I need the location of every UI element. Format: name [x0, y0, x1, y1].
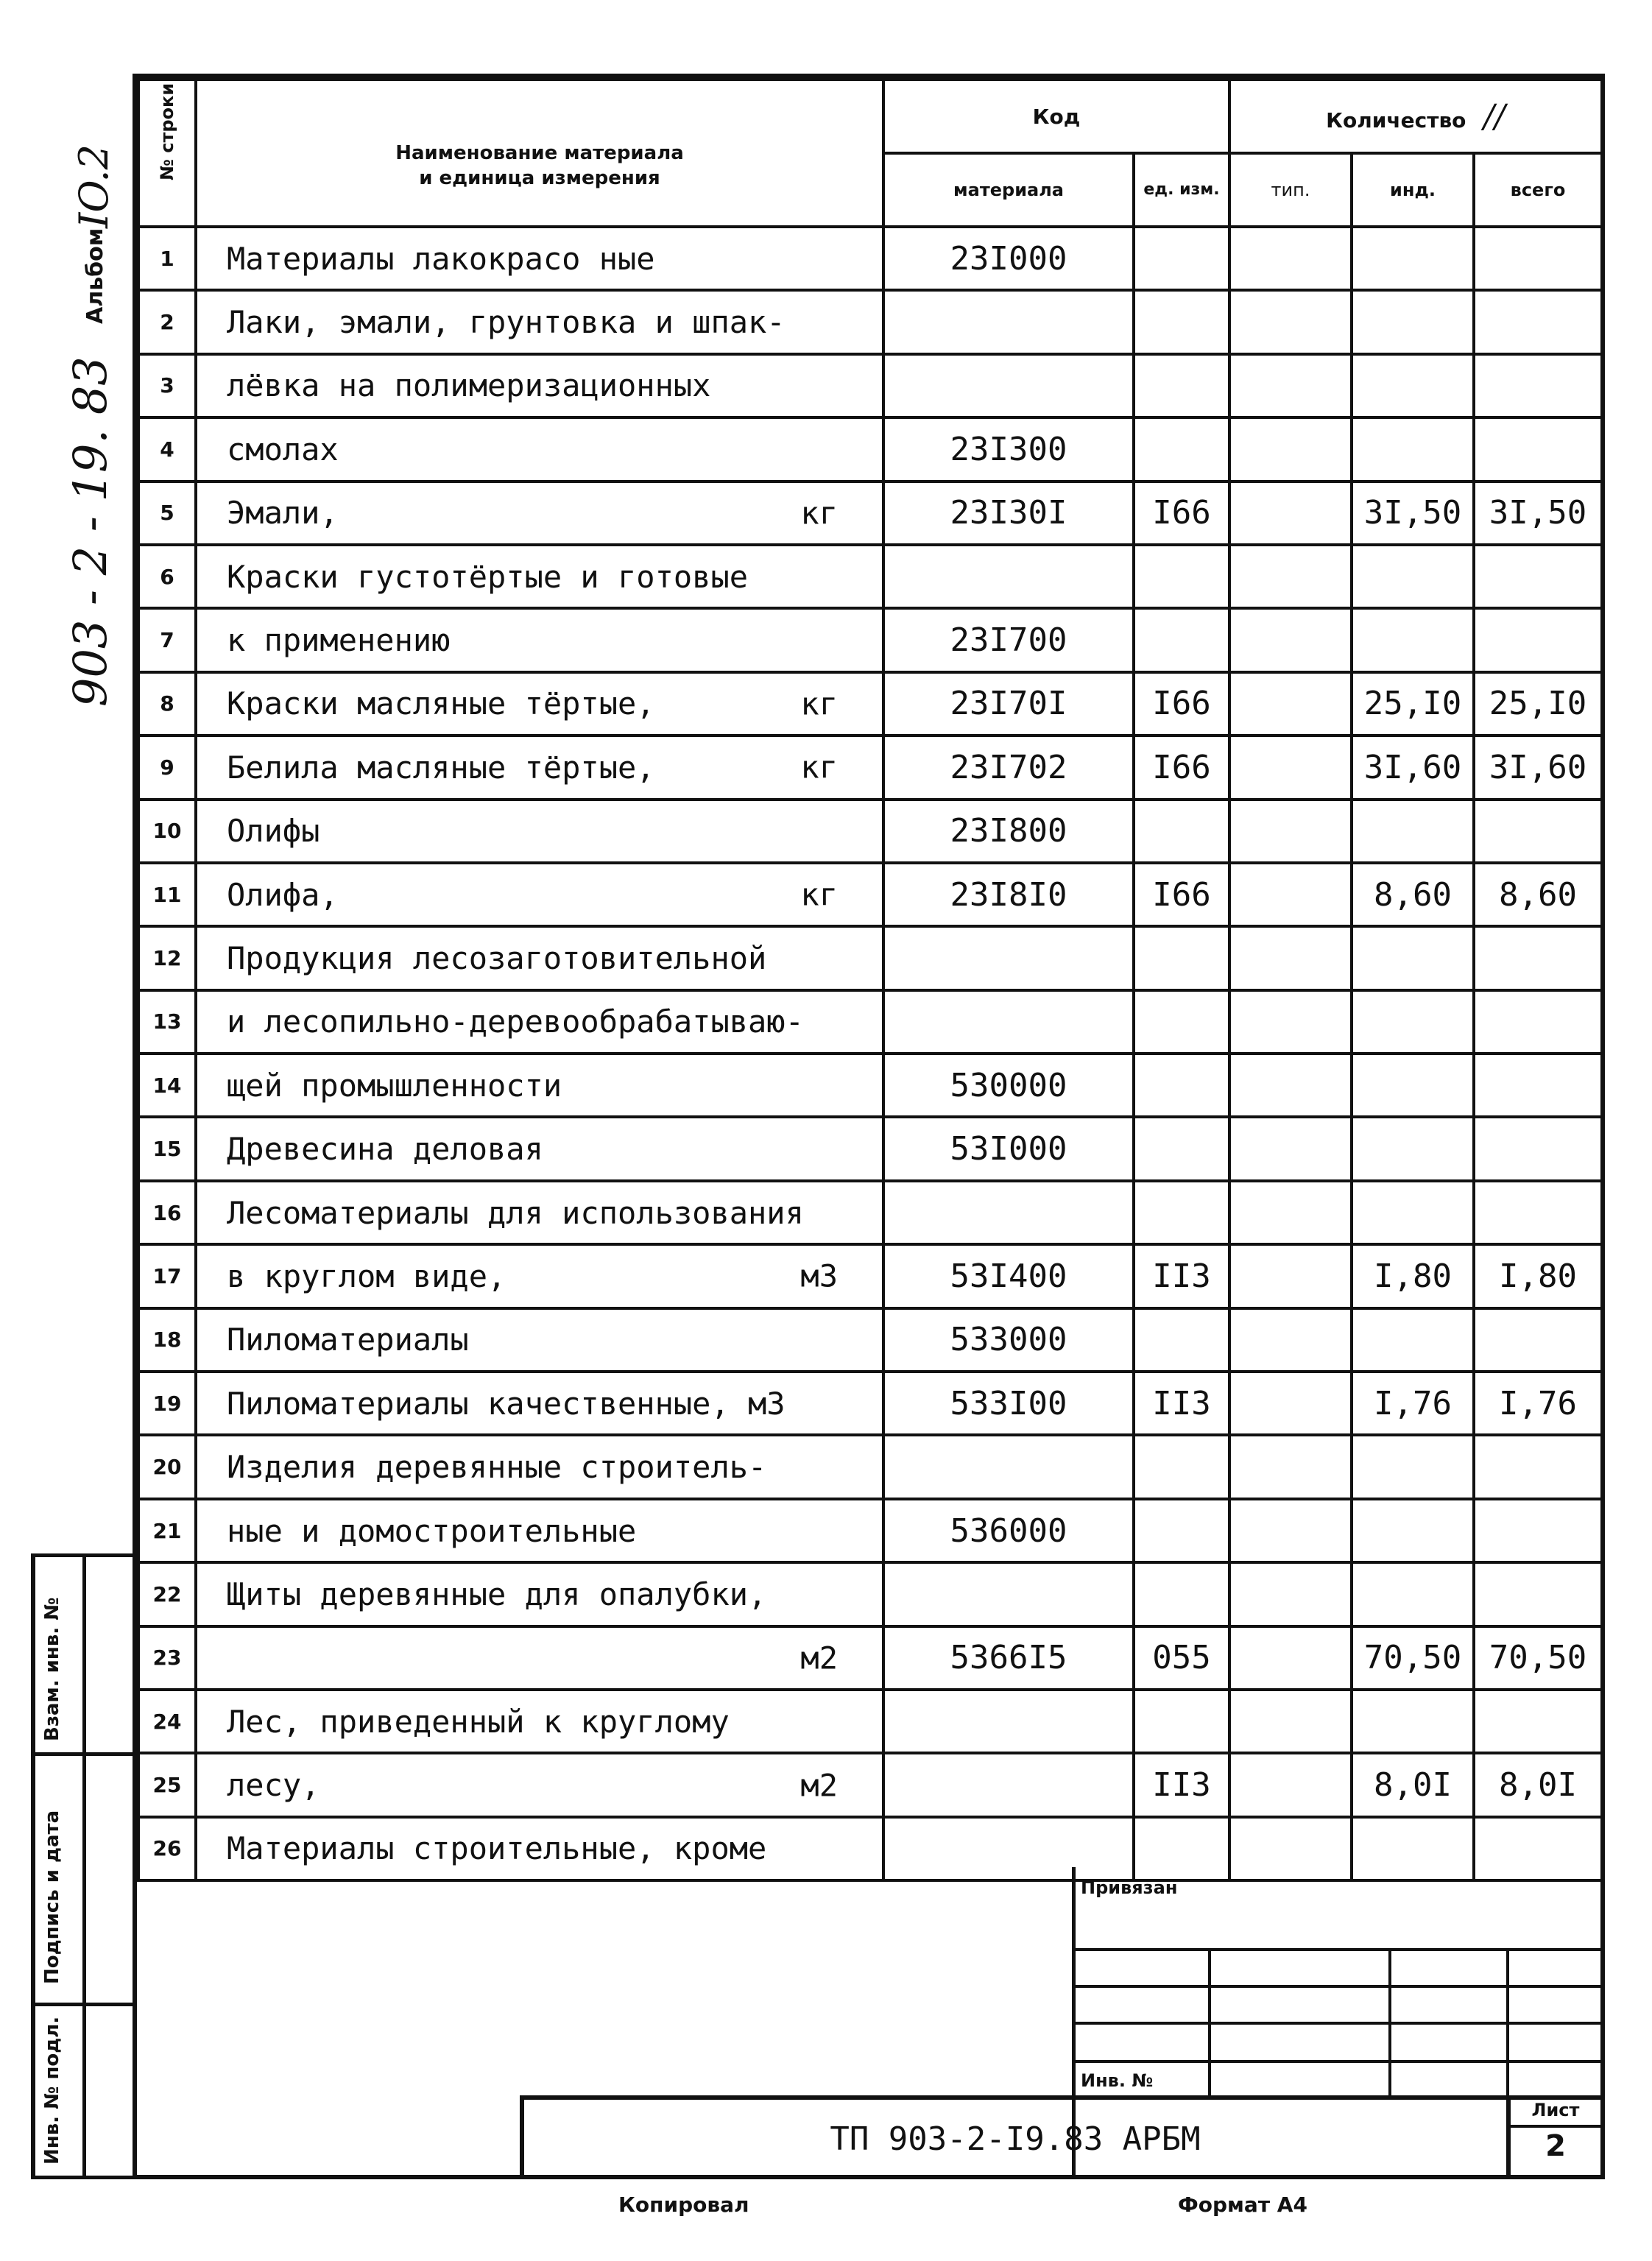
material-code: 533I00 [883, 1372, 1134, 1435]
material-code: 23I300 [883, 417, 1134, 481]
table-row [138, 1562, 1602, 1626]
material-code: 530000 [883, 1054, 1134, 1117]
unit-code [1134, 926, 1229, 990]
quantity-tip [1229, 482, 1352, 545]
unit-code: II3 [1134, 1372, 1229, 1435]
material-name: Лаки, эмали, грунтовка и шпак- [196, 290, 883, 353]
row-number: 11 [138, 863, 196, 926]
quantity-total: 8,60 [1474, 863, 1602, 926]
quantity-ind [1352, 1435, 1474, 1498]
material-name: щей промышленности [196, 1054, 883, 1117]
row-number: 12 [138, 926, 196, 990]
header-code-material: материала [883, 153, 1134, 227]
material-code: 23I700 [883, 608, 1134, 671]
quantity-tip [1229, 1181, 1352, 1244]
material-name: Щиты деревянные для опалубки, [196, 1562, 883, 1626]
quantity-total [1474, 608, 1602, 671]
row-number: 15 [138, 1117, 196, 1180]
copied-label: Копировал [618, 2193, 749, 2217]
quantity-total [1474, 545, 1602, 608]
material-name: Лесоматериалы для использования [196, 1181, 883, 1244]
quantity-ind: 3I,50 [1352, 482, 1474, 545]
quantity-tip [1229, 800, 1352, 863]
quantity-ind [1352, 1499, 1474, 1562]
unit-code [1134, 608, 1229, 671]
material-name: к применению [196, 608, 883, 671]
quantity-total [1474, 227, 1602, 290]
quantity-total: I,80 [1474, 1244, 1602, 1308]
table-row [138, 290, 1602, 353]
row-number: 7 [138, 608, 196, 671]
material-code [883, 1753, 1134, 1816]
material-name: Пиломатериалы [196, 1308, 883, 1372]
material-name: Эмали, кг [196, 482, 883, 545]
unit-code [1134, 800, 1229, 863]
unit-code [1134, 417, 1229, 481]
unit-code [1134, 227, 1229, 290]
quantity-ind [1352, 608, 1474, 671]
quantity-ind: 8,60 [1352, 863, 1474, 926]
material-name: Олифа, кг [196, 863, 883, 926]
quantity-ind: 3I,60 [1352, 736, 1474, 799]
material-code [883, 1181, 1134, 1244]
quantity-ind [1352, 990, 1474, 1054]
material-name: лесу, м2 [196, 1753, 883, 1816]
header-quantity: Количество // [1229, 80, 1602, 153]
quantity-total [1474, 1308, 1602, 1372]
unit-code [1134, 1181, 1229, 1244]
quantity-tip [1229, 926, 1352, 990]
header-q-ind: инд. [1352, 153, 1474, 227]
material-name: Материалы лакокрасо ные [196, 227, 883, 290]
quantity-tip [1229, 990, 1352, 1054]
material-name [196, 1626, 883, 1690]
table-row [138, 990, 1602, 1054]
row-number: 21 [138, 1499, 196, 1562]
table-row [138, 482, 1602, 545]
table-row [138, 354, 1602, 417]
quantity-tip [1229, 672, 1352, 736]
quantity-ind [1352, 417, 1474, 481]
project-number-handwritten: 903 - 2 - 19. 83 [63, 356, 117, 707]
unit-code [1134, 990, 1229, 1054]
table-row [138, 926, 1602, 990]
material-name: Изделия деревянные строитель- [196, 1435, 883, 1498]
table-row [138, 1372, 1602, 1435]
quantity-total [1474, 800, 1602, 863]
table-row [138, 417, 1602, 481]
table-row [138, 1753, 1602, 1816]
row-number: 8 [138, 672, 196, 736]
quantity-tip [1229, 545, 1352, 608]
quantity-ind: 25,I0 [1352, 672, 1474, 736]
quantity-total: 8,0I [1474, 1753, 1602, 1816]
quantity-tip [1229, 1690, 1352, 1753]
unit-code [1134, 1117, 1229, 1180]
table-row [138, 545, 1602, 608]
material-name: Краски густотёртые и готовые [196, 545, 883, 608]
inv-podl-label: Инв. № подл. [41, 2016, 63, 2165]
quantity-total: 70,50 [1474, 1626, 1602, 1690]
quantity-ind [1352, 1562, 1474, 1626]
material-code: 23I800 [883, 800, 1134, 863]
header-code-unit: ед. изм. [1134, 153, 1229, 227]
unit-of-measure: кг [800, 495, 838, 532]
vzam-inv-label: Взам. инв. № [41, 1597, 63, 1741]
unit-code [1134, 290, 1229, 353]
quantity-tip [1229, 354, 1352, 417]
material-name: Белила масляные тёртые, кг [196, 736, 883, 799]
table-row [138, 672, 1602, 736]
material-code [883, 1435, 1134, 1498]
quantity-tip [1229, 1308, 1352, 1372]
table-row [138, 1117, 1602, 1180]
quantity-tip [1229, 417, 1352, 481]
unit-code: II3 [1134, 1244, 1229, 1308]
material-name: Продукция лесозаготовительной [196, 926, 883, 990]
table-row [138, 227, 1602, 290]
quantity-tip [1229, 1626, 1352, 1690]
quantity-ind: 8,0I [1352, 1753, 1474, 1816]
quantity-ind [1352, 1308, 1474, 1372]
quantity-tip [1229, 1054, 1352, 1117]
unit-of-measure: кг [800, 749, 838, 786]
privyazan-label: Привязан [1081, 1877, 1178, 1898]
table-row [138, 1244, 1602, 1308]
table-row [138, 608, 1602, 671]
material-code: 23I8I0 [883, 863, 1134, 926]
unit-of-measure: м3 [800, 1258, 838, 1294]
table-row [138, 863, 1602, 926]
material-name: Пиломатериалы качественные, м3 [196, 1372, 883, 1435]
header-name: Наименование материала и единица измерения [196, 80, 883, 227]
quantity-tip [1229, 1372, 1352, 1435]
quantity-tip [1229, 290, 1352, 353]
quantity-tip [1229, 1435, 1352, 1498]
quantity-total [1474, 990, 1602, 1054]
row-number: 16 [138, 1181, 196, 1244]
document-title: ТП 903-2-I9.83 АРБМ [830, 2120, 1201, 2158]
unit-code: II3 [1134, 1753, 1229, 1816]
material-name: смолах [196, 417, 883, 481]
row-number: 14 [138, 1054, 196, 1117]
quantity-ind: I,76 [1352, 1372, 1474, 1435]
quantity-ind [1352, 545, 1474, 608]
unit-code [1134, 1562, 1229, 1626]
quantity-ind [1352, 1054, 1474, 1117]
material-code: 536000 [883, 1499, 1134, 1562]
row-number: 10 [138, 800, 196, 863]
row-number: 19 [138, 1372, 196, 1435]
unit-code: I66 [1134, 863, 1229, 926]
material-name: Краски масляные тёртые, кг [196, 672, 883, 736]
material-code [883, 990, 1134, 1054]
row-number: 9 [138, 736, 196, 799]
row-number: 3 [138, 354, 196, 417]
unit-code [1134, 1308, 1229, 1372]
quantity-total [1474, 1054, 1602, 1117]
quantity-ind [1352, 290, 1474, 353]
row-number: 4 [138, 417, 196, 481]
quantity-total [1474, 354, 1602, 417]
album-label: Альбом [82, 227, 108, 324]
table-row [138, 1308, 1602, 1372]
quantity-total: I,76 [1474, 1372, 1602, 1435]
row-number: 5 [138, 482, 196, 545]
materials-table [137, 78, 1603, 1882]
quantity-mark: // [1483, 97, 1505, 135]
material-code: 23I30I [883, 482, 1134, 545]
material-code: 23I000 [883, 227, 1134, 290]
podpis-label: Подпись и дата [41, 1810, 63, 1984]
material-name: в круглом виде, м3 [196, 1244, 883, 1308]
title-stamp [137, 1867, 1600, 2175]
quantity-ind [1352, 1690, 1474, 1753]
table-row [138, 736, 1602, 799]
unit-of-measure: кг [800, 685, 838, 722]
row-number: 23 [138, 1626, 196, 1690]
row-number: 25 [138, 1753, 196, 1816]
header-row-no: № строки [138, 80, 196, 227]
quantity-total [1474, 926, 1602, 990]
header-q-total: всего [1474, 153, 1602, 227]
quantity-ind [1352, 926, 1474, 990]
unit-code [1134, 1435, 1229, 1498]
quantity-total [1474, 1435, 1602, 1498]
row-number: 24 [138, 1690, 196, 1753]
row-number: 26 [138, 1817, 196, 1880]
quantity-tip [1229, 736, 1352, 799]
header-code: Код [883, 80, 1229, 153]
table-row [138, 1690, 1602, 1753]
quantity-ind: I,80 [1352, 1244, 1474, 1308]
quantity-total: 3I,60 [1474, 736, 1602, 799]
quantity-tip [1229, 1562, 1352, 1626]
material-code [883, 926, 1134, 990]
material-name: и лесопильно-деревообрабатываю- [196, 990, 883, 1054]
table-row [138, 1054, 1602, 1117]
quantity-ind [1352, 1181, 1474, 1244]
quantity-total [1474, 290, 1602, 353]
quantity-total [1474, 1690, 1602, 1753]
quantity-tip [1229, 863, 1352, 926]
row-number: 18 [138, 1308, 196, 1372]
unit-code [1134, 354, 1229, 417]
material-code: 53I400 [883, 1244, 1134, 1308]
quantity-ind [1352, 227, 1474, 290]
unit-code: 055 [1134, 1626, 1229, 1690]
material-name: Древесина деловая [196, 1117, 883, 1180]
quantity-tip [1229, 608, 1352, 671]
quantity-tip [1229, 1244, 1352, 1308]
unit-code: I66 [1134, 672, 1229, 736]
quantity-total [1474, 1562, 1602, 1626]
material-code: 23I702 [883, 736, 1134, 799]
album-number: IO.2 [71, 144, 117, 228]
material-code [883, 1562, 1134, 1626]
material-code: 533000 [883, 1308, 1134, 1372]
row-number: 17 [138, 1244, 196, 1308]
material-name: ные и домостроительные [196, 1499, 883, 1562]
inv-no-label: Инв. № [1081, 2070, 1154, 2091]
unit-code [1134, 1690, 1229, 1753]
row-number: 6 [138, 545, 196, 608]
sheet-number: 2 [1545, 2129, 1566, 2163]
quantity-total: 25,I0 [1474, 672, 1602, 736]
quantity-total [1474, 1117, 1602, 1180]
material-code: 23I70I [883, 672, 1134, 736]
table-row [138, 1435, 1602, 1498]
material-code [883, 290, 1134, 353]
unit-code [1134, 545, 1229, 608]
material-name: лёвка на полимеризационных [196, 354, 883, 417]
row-number: 13 [138, 990, 196, 1054]
unit-code [1134, 1054, 1229, 1117]
side-stamp [31, 1553, 133, 2179]
quantity-tip [1229, 227, 1352, 290]
table-row [138, 1499, 1602, 1562]
unit-code: I66 [1134, 736, 1229, 799]
material-code: 5366I5 [883, 1626, 1134, 1690]
material-code [883, 545, 1134, 608]
unit-code: I66 [1134, 482, 1229, 545]
material-code [883, 1690, 1134, 1753]
material-code: 53I000 [883, 1117, 1134, 1180]
unit-of-measure: м2 [800, 1767, 838, 1804]
quantity-tip [1229, 1753, 1352, 1816]
material-code [883, 354, 1134, 417]
quantity-total [1474, 1181, 1602, 1244]
format-label: Формат А4 [1178, 2193, 1307, 2217]
unit-code [1134, 1499, 1229, 1562]
material-name: Лес, приведенный к круглому [196, 1690, 883, 1753]
sheet-label: Лист [1531, 2100, 1580, 2120]
quantity-total: 3I,50 [1474, 482, 1602, 545]
quantity-total [1474, 1499, 1602, 1562]
quantity-ind [1352, 1117, 1474, 1180]
row-number: 1 [138, 227, 196, 290]
row-number: 2 [138, 290, 196, 353]
table-row [138, 1626, 1602, 1690]
table-row [138, 800, 1602, 863]
header-q-tip: тип. [1229, 153, 1352, 227]
material-name: Материалы строительные, кроме [196, 1817, 883, 1880]
quantity-ind [1352, 800, 1474, 863]
unit-of-measure: кг [800, 876, 838, 913]
quantity-tip [1229, 1499, 1352, 1562]
quantity-ind: 70,50 [1352, 1626, 1474, 1690]
row-number: 20 [138, 1435, 196, 1498]
document-sheet [133, 74, 1605, 2179]
quantity-total [1474, 417, 1602, 481]
quantity-tip [1229, 1117, 1352, 1180]
unit-of-measure: м2 [800, 1640, 838, 1676]
quantity-ind [1352, 354, 1474, 417]
table-row [138, 1181, 1602, 1244]
row-number: 22 [138, 1562, 196, 1626]
material-name: Олифы [196, 800, 883, 863]
